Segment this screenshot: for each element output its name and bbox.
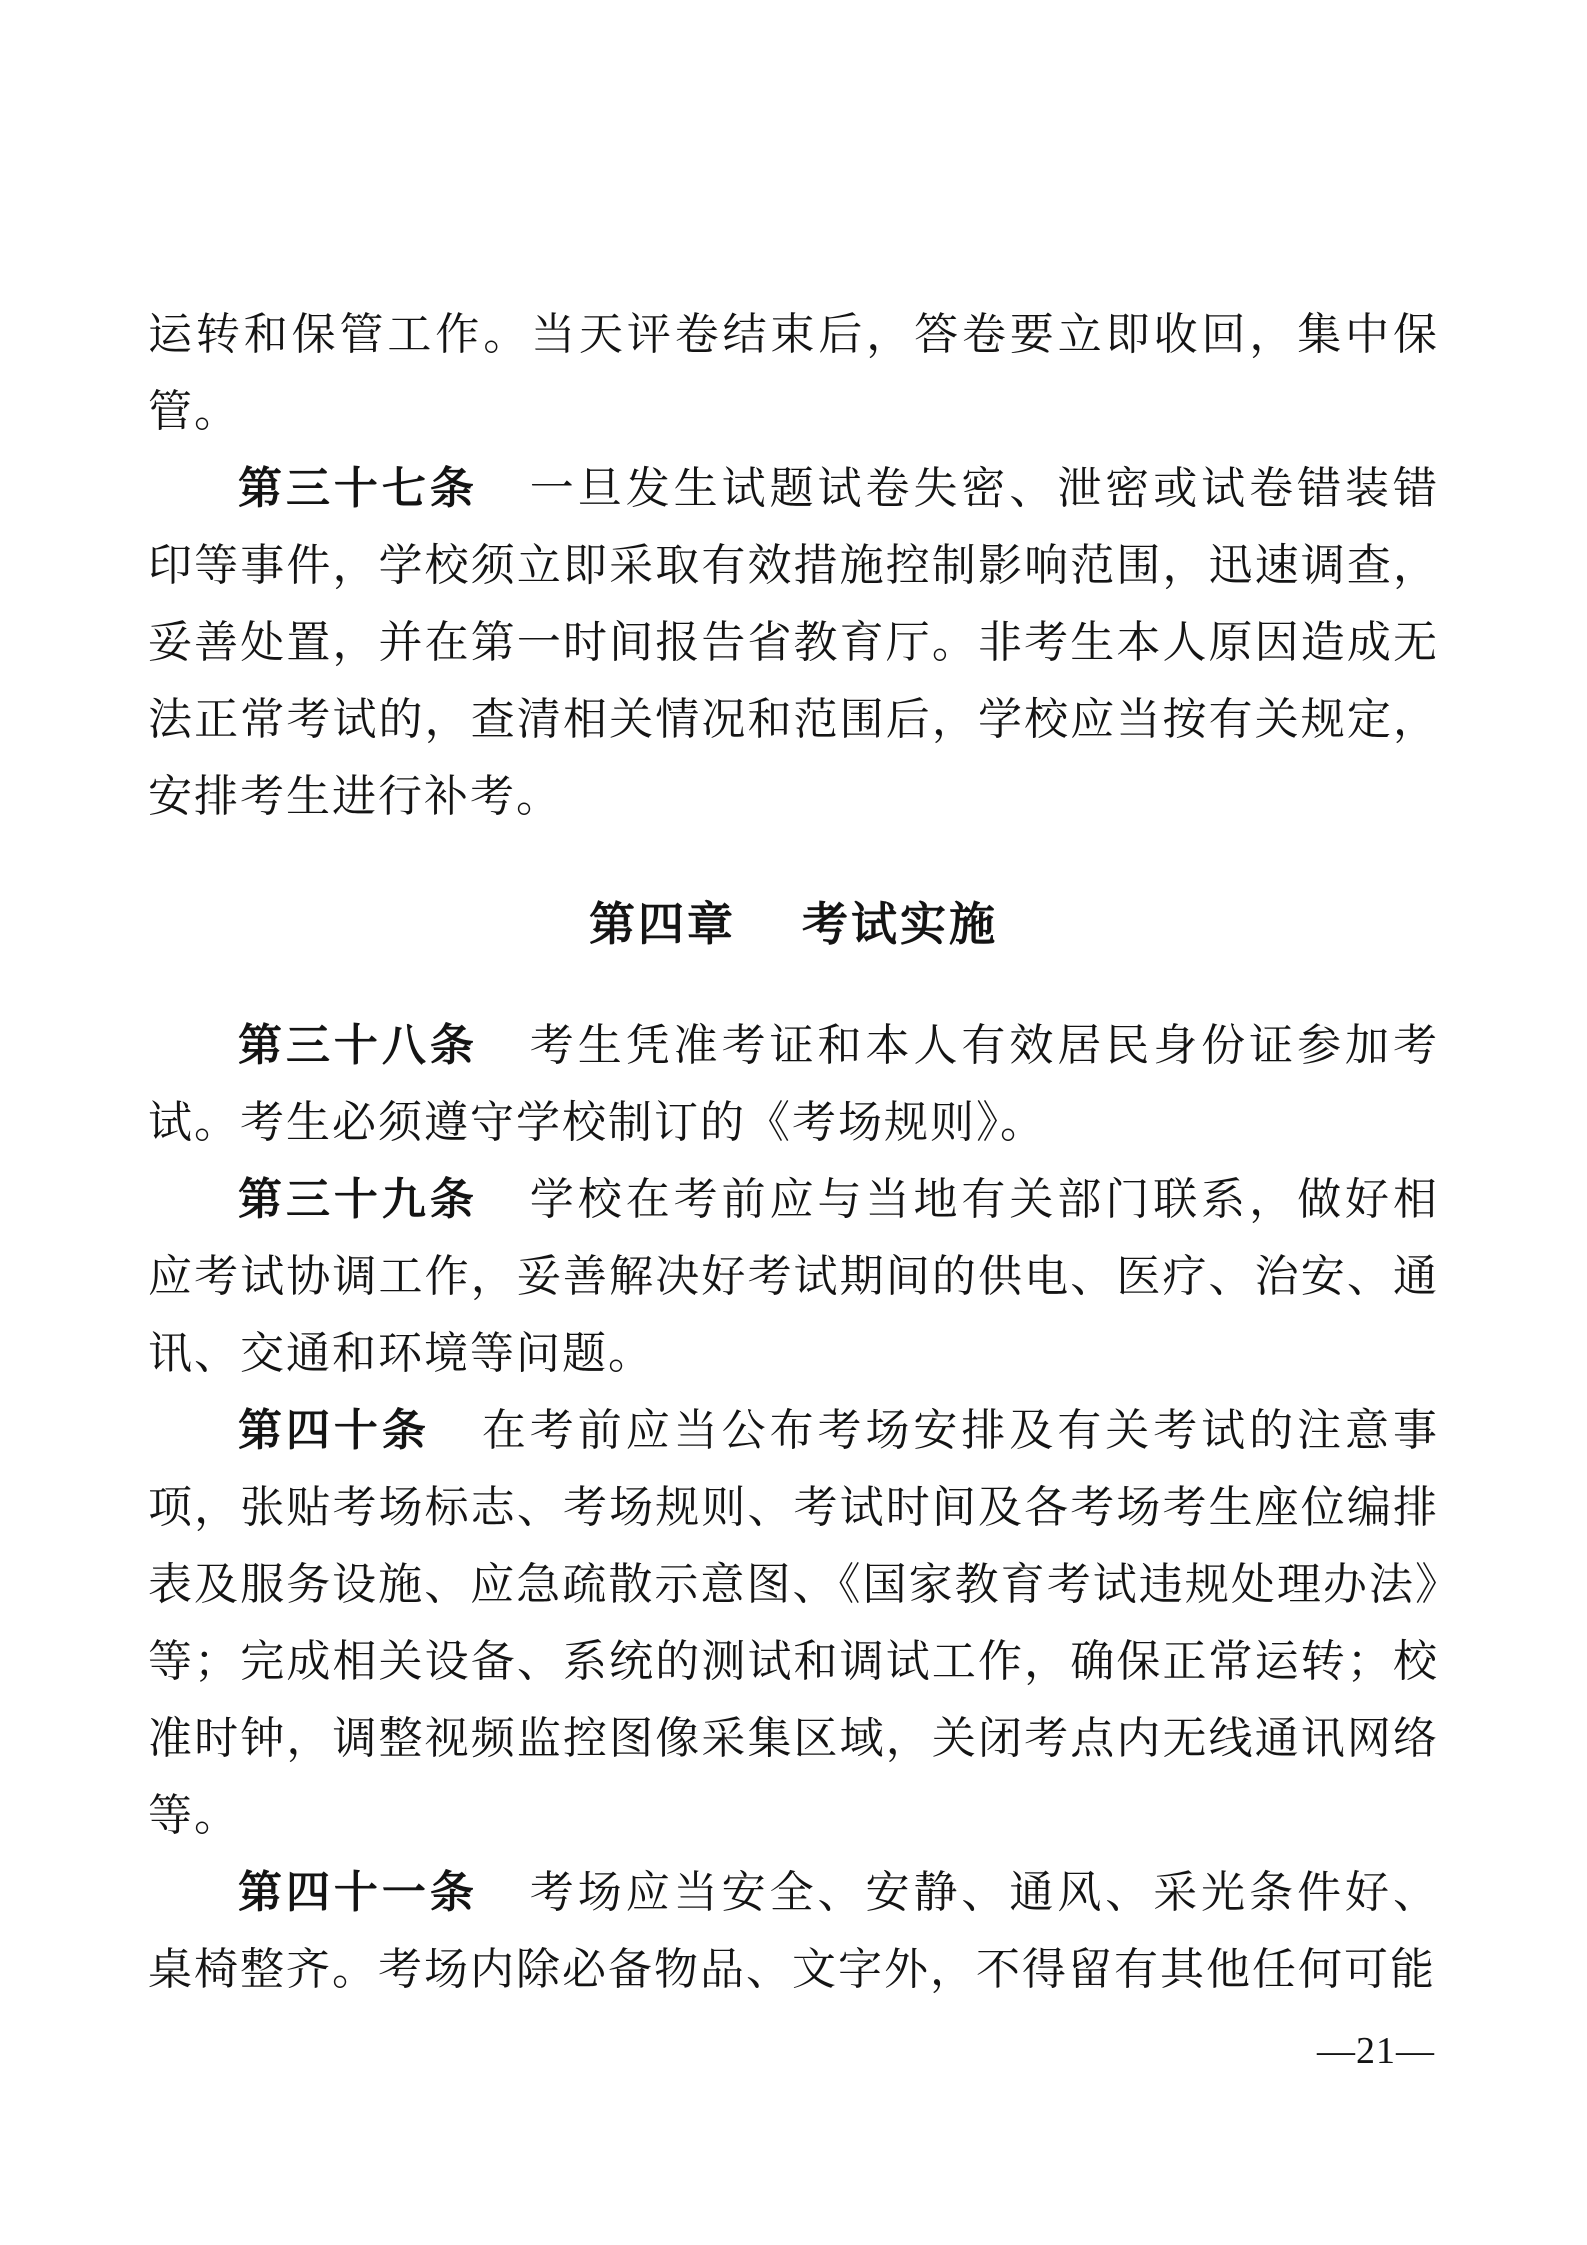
paragraph-text: 运转和保管工作。当天评卷结束后，答卷要立即收回，集中保管。 <box>148 310 1439 436</box>
paragraph <box>148 1854 1439 2008</box>
paragraph <box>148 1392 1439 1854</box>
document-body <box>148 296 1439 2008</box>
paragraph-text: 考生凭准考证和本人有效居民身份证参加考试。考生必须遵守学校制订的《考场规则》。 <box>148 1021 1440 1147</box>
paragraph-text: 一旦发生试题试卷失密、泄密或试卷错装错印等事件，学校须立即采取有效措施控制影响范围，迅速调查，妥善处置，并在第一时间报告省教育厅。非考生本人原因造成无法正常考试的，查清相关情况和范围后，学校应当按有关规定，安排考生进行补考。 <box>148 464 1440 821</box>
paragraph-text: 考场应当安全、安静、通风、采光条件好、桌椅整齐。考场内除必备物品、文字外，不得留有其他任何可能 <box>148 1868 1440 1994</box>
paragraph-text: 学校在考前应与当地有关部门联系，做好相应考试协调工作，妥善解决好考试期间的供电、医疗、治安、通讯、交通和环境等问题。 <box>148 1175 1440 1378</box>
page-number: —21— <box>1317 2030 1435 2072</box>
chapter-heading <box>148 893 1439 955</box>
article-number: 第四十条 <box>238 1406 430 1455</box>
paragraph <box>148 1161 1439 1392</box>
article-number: 第三十九条 <box>238 1175 478 1224</box>
paragraph <box>148 296 1439 450</box>
paragraph <box>148 450 1439 835</box>
article-number: 第三十七条 <box>238 464 478 513</box>
chapter-number: 第四章 <box>589 898 736 950</box>
paragraph-text: 在考前应当公布考场安排及有关考试的注意事项，张贴考场标志、考场规则、考试时间及各考场考生座位编排表及服务设施、应急疏散示意图、《国家教育考试违规处理办法》等；完成相关设备、系统的测试和调试工作，确保正常运转；校准时钟，调整视频监控图像采集区域，关闭考点内无线通讯网络等。 <box>148 1406 1440 1840</box>
chapter-title: 考试实施 <box>802 898 998 950</box>
paragraph <box>148 1007 1439 1161</box>
article-number: 第三十八条 <box>238 1021 478 1070</box>
article-number: 第四十一条 <box>238 1868 478 1917</box>
